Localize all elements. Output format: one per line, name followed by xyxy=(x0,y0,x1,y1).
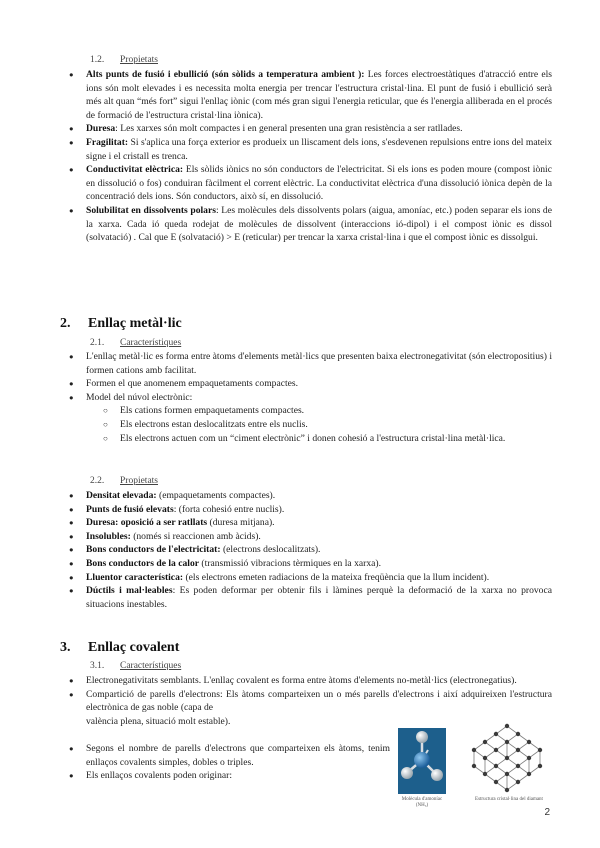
list-item: ○ Els cations formen empaquetaments compactes. xyxy=(120,404,552,418)
section-heading-covalent xyxy=(60,641,179,655)
list-item: ● Segons el nombre de parells d'electrons que comparteixen els àtoms, tenim enllaços covalents simples, dobles o triples. xyxy=(86,742,390,769)
list-item: ● Duresa: Les xarxes són molt compactes i en general presenten una gran resistència a ser ratllades. xyxy=(86,122,552,136)
subsection-number: 3.1. xyxy=(90,661,105,671)
list-item: ○ Els electrons actuen com un “ciment electrònic” i donen cohesió a l'estructura cristal·lina metàl·lica. xyxy=(120,432,552,446)
ammonia-caption: Molècula d'amoníac (NH₃) xyxy=(401,797,443,808)
list-item: ● Bons conductors de la calor (transmissió vibracions tèrmiques en la xarxa). xyxy=(86,557,552,571)
list-item: ● Compartició de parells d'electrons: Els àtoms comparteixen un o més parells d'electrons i així adquireixen l'estructura electrònica de gas noble (capa de valència plena, situació molt estable). xyxy=(86,688,552,729)
subsection-3-1 xyxy=(90,660,181,674)
section-heading-metallic xyxy=(60,317,182,331)
subsection-1-2 xyxy=(90,54,158,68)
list-item: ● Model del núvol electrònic: xyxy=(86,391,552,405)
subsection-2-1 xyxy=(90,337,181,351)
list-item: ● Alts punts de fusió i ebullició (són sòlids a temperatura ambient ): Les forces electroestàtiques d'atracció entre els ions són molt elevades i es necessita molta energia per trencar l'estructura cristal·lina. El punt de fusió i ebullició serà més alt quan “més fort” sigui l'enllaç iònic (com més gran sigui l'energia reticular, que és l'energia alliberada en el procés de formació de l'estructura cristal·lina iònica). xyxy=(86,68,552,122)
diamond-lattice-svg xyxy=(466,722,548,796)
subsection-title: Característiques xyxy=(120,661,182,671)
subsection-title: Propietats xyxy=(120,476,158,486)
ionic-properties-list xyxy=(86,68,552,245)
list-item: ● L'enllaç metàl·lic es forma entre àtoms d'elements metàl·lics que presenten baixa electronegativitat (són electropositius) i formen cations amb facilitat. xyxy=(86,350,552,377)
section-title: Enllaç metàl·lic xyxy=(88,316,182,331)
list-item: ● Duresa: oposició a ser ratllats (duresa mitjana). xyxy=(86,516,552,530)
subsection-number: 1.2. xyxy=(90,55,105,65)
metallic-characteristics-list xyxy=(86,350,552,445)
subsection-title: Propietats xyxy=(120,55,158,65)
list-item: ● Solubilitat en dissolvents polars: Les molècules dels dissolvents polars (aigua, amoníac, etc.) poden separar els ions de la xarxa. Cada ió queda rodejat de molècules de dissolvent (interaccions ió-dipol) i el compost iònic es dissol (solvatació) . Cal que E (solvatació) > E (reticular) per trencar la xarxa cristal·lina i que el compost iònic es dissolgui. xyxy=(86,204,552,245)
covalent-characteristics-list xyxy=(86,674,552,728)
list-item: ● Lluentor característica: (els electrons emeten radiacions de la mateixa freqüència que la llum incident). xyxy=(86,571,552,585)
list-item: ● Insolubles: (només si reaccionen amb àcids). xyxy=(86,530,552,544)
subsection-2-2 xyxy=(90,475,158,489)
ammonia-molecule-svg xyxy=(398,728,446,794)
covalent-characteristics-list-2 xyxy=(86,742,390,783)
list-item: ● Fragilitat: Si s'aplica una força exterior es produeix un lliscament dels ions, s'esdevenen repulsions entre ions del mateix signe i el cristall es trenca. xyxy=(86,136,552,163)
ammonia-molecule-image xyxy=(398,728,446,794)
section-number: 3. xyxy=(60,640,71,655)
list-item: ● Conductivitat elèctrica: Els sòlids iònics no són conductors de l'electricitat. Si els ions es poden moure (compost iònic en dissolució o fos) conduiran fàcilment el corrent elèctric. La conductivitat elèctrica d'una dissolució iònica depèn de la concentració dels ions. Són conductors, això sí, en dissolució. xyxy=(86,163,552,204)
list-item: ● Punts de fusió elevats: (forta cohesió entre nuclis). xyxy=(86,503,552,517)
list-item: ● Densitat elevada: (empaquetaments compactes). xyxy=(86,489,552,503)
subsection-number: 2.2. xyxy=(90,476,105,486)
diamond-structure-image xyxy=(466,722,548,796)
subsection-title: Característiques xyxy=(120,338,182,348)
list-item: ○ Els electrons estan deslocalitzats entre els nuclis. xyxy=(120,418,552,432)
list-item: ● Bons conductors de l'electricitat: (electrons deslocalitzats). xyxy=(86,543,552,557)
list-item: ● Electronegativitats semblants. L'enllaç covalent es forma entre àtoms d'elements no-metàl·lics (electronegatius). xyxy=(86,674,552,688)
section-title: Enllaç covalent xyxy=(88,640,180,655)
diamond-caption: Estructura cristal·lina del diamant xyxy=(475,797,543,802)
page-number: 2 xyxy=(544,807,550,818)
metallic-properties-list xyxy=(86,489,552,611)
list-item: ● Formen el que anomenem empaquetaments compactes. xyxy=(86,377,552,391)
electron-cloud-sublist xyxy=(86,404,552,445)
list-item: ● Dúctils i mal·leables: Es poden deformar per obtenir fils i làmines perquè la deformació de la xarxa no provoca situacions inestables. xyxy=(86,584,552,611)
section-number: 2. xyxy=(60,316,71,331)
list-item: ● Els enllaços covalents poden originar: xyxy=(86,769,390,783)
subsection-number: 2.1. xyxy=(90,338,105,348)
